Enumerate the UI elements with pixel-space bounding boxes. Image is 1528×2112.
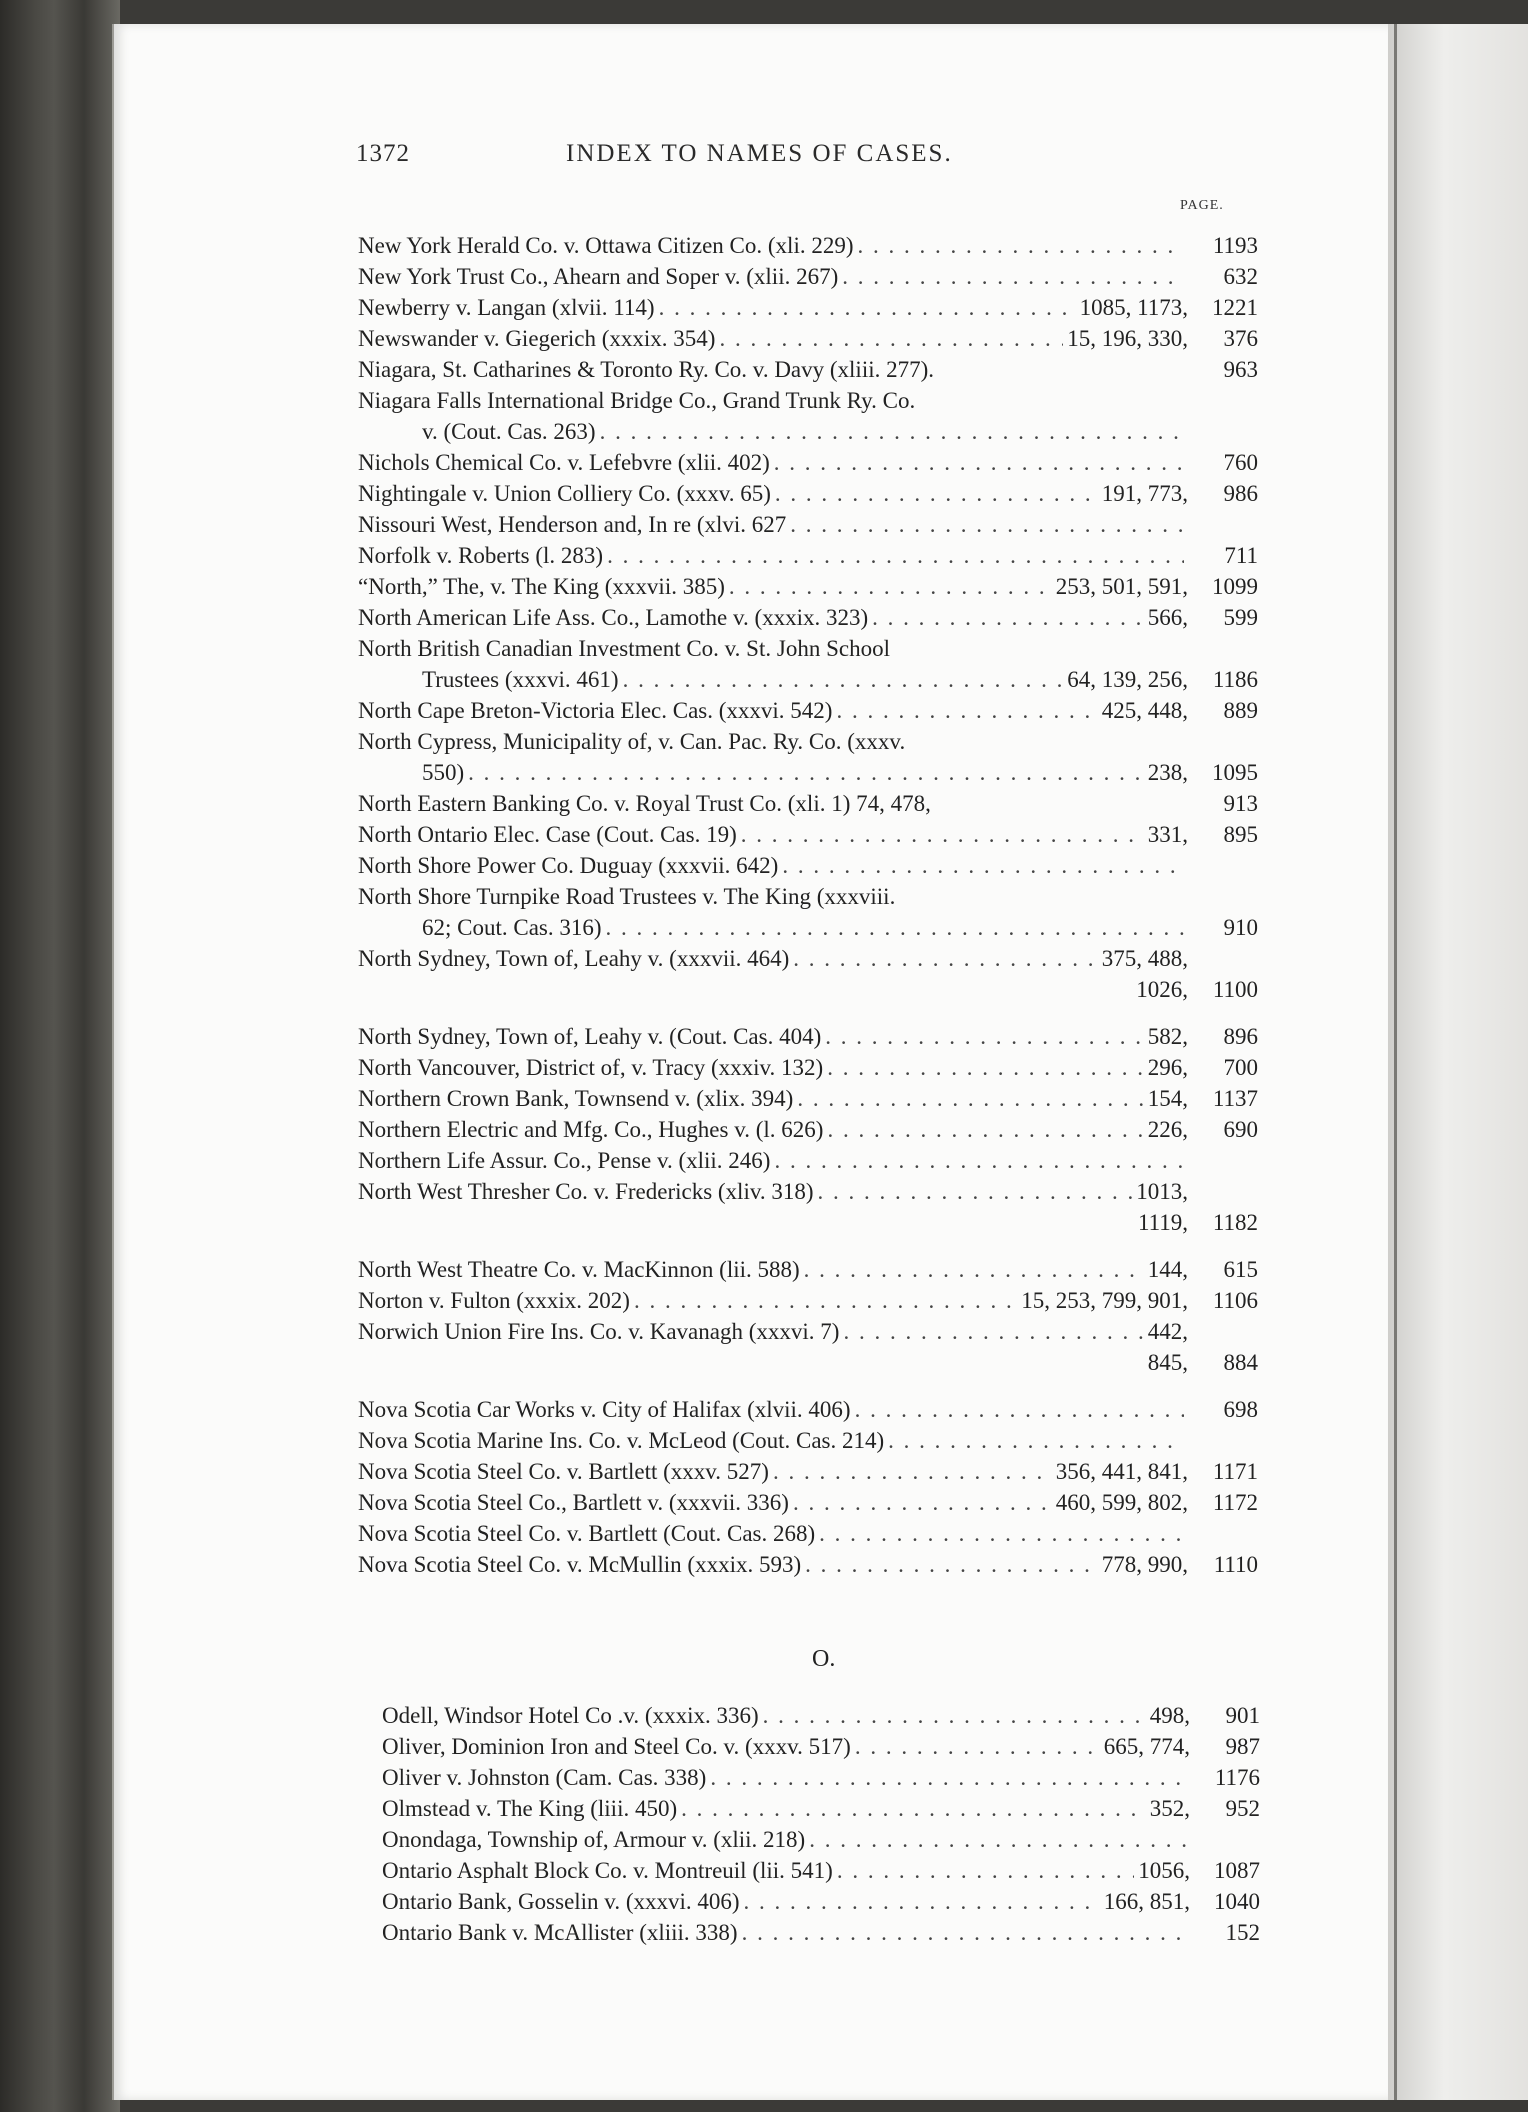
page-references: 442,	[1147, 1319, 1188, 1344]
dot-leader	[719, 323, 1063, 354]
index-entry	[358, 726, 1258, 757]
index-entry	[358, 354, 1258, 385]
case-name: North Eastern Banking Co. v. Royal Trust Co. (xli. 1) 74, 478,	[358, 791, 931, 816]
page-number-ref: 1110	[1213, 1552, 1258, 1577]
case-name: Nichols Chemical Co. v. Lefebvre (xlii. 402)	[358, 450, 770, 475]
page-references: 15, 253, 799, 901,	[1021, 1288, 1188, 1313]
dot-leader	[872, 602, 1144, 633]
page-title: INDEX TO NAMES OF CASES.	[566, 140, 953, 167]
case-name: North Sydney, Town of, Leahy v. (Cout. Cas. 404)	[358, 1024, 822, 1049]
case-name: Odell, Windsor Hotel Co .v. (xxxix. 336)	[382, 1703, 759, 1728]
case-name: Olmstead v. The King (liii. 450)	[382, 1796, 678, 1821]
page-references: 191, 773,	[1101, 481, 1188, 506]
page-number-ref: 615	[1223, 1257, 1258, 1282]
page-references: 226,	[1147, 1117, 1188, 1142]
case-name: Norwich Union Fire Ins. Co. v. Kavanagh (xxxvi. 7)	[358, 1319, 840, 1344]
dot-leader	[825, 1021, 1144, 1052]
index-entry	[358, 1145, 1258, 1176]
page-number-ref: 1099	[1212, 574, 1258, 599]
case-name: Northern Life Assur. Co., Pense v. (xlii. 246)	[358, 1148, 771, 1173]
page-references: 845,	[1147, 1350, 1188, 1375]
page-number-ref: 700	[1223, 1055, 1258, 1080]
dot-leader	[827, 1052, 1144, 1083]
case-name: Norton v. Fulton (xxxix. 202)	[358, 1288, 630, 1313]
index-list-n	[358, 230, 1258, 1580]
index-entry	[382, 1824, 1260, 1855]
dot-leader	[855, 1731, 1100, 1762]
case-name: Newberry v. Langan (xlvii. 114)	[358, 295, 655, 320]
dot-leader	[842, 261, 1184, 292]
index-entry	[358, 1549, 1258, 1580]
case-name: Niagara, St. Catharines & Toronto Ry. Co. v. Davy (xliii. 277).	[358, 357, 935, 382]
index-entry	[358, 1021, 1258, 1052]
dot-leader	[742, 1917, 1186, 1948]
next-page-edge	[1388, 24, 1528, 2100]
dot-leader	[843, 1316, 1143, 1347]
index-entry	[358, 1456, 1258, 1487]
case-name: Northern Electric and Mfg. Co., Hughes v. (l. 626)	[358, 1117, 824, 1142]
book-spine	[0, 0, 120, 2112]
case-name: Trustees (xxxvi. 461)	[422, 667, 619, 692]
page-number-ref: 1137	[1212, 1086, 1258, 1111]
case-name: North Sydney, Town of, Leahy v. (xxxvii. 464)	[358, 946, 790, 971]
page-number-ref: 884	[1223, 1350, 1258, 1375]
index-entry	[358, 1518, 1258, 1549]
index-entry	[358, 292, 1258, 323]
page-number-ref: 152	[1225, 1920, 1260, 1945]
index-entry	[358, 540, 1258, 571]
index-entry	[358, 571, 1258, 602]
page-references: 144,	[1147, 1257, 1188, 1282]
page-references: 460, 599, 802,	[1055, 1490, 1188, 1515]
index-entry	[358, 478, 1258, 509]
dot-leader	[607, 540, 1184, 571]
dot-leader	[681, 1793, 1146, 1824]
case-name: Onondaga, Township of, Armour v. (xlii. 218)	[382, 1827, 806, 1852]
page-number-ref: 698	[1223, 1397, 1258, 1422]
case-name: New York Trust Co., Ahearn and Soper v. (xlii. 267)	[358, 264, 839, 289]
case-name: Ontario Bank, Gosselin v. (xxxvi. 406)	[382, 1889, 740, 1914]
dot-leader	[836, 695, 1097, 726]
case-name: Nova Scotia Marine Ins. Co. v. McLeod (Cout. Cas. 214)	[358, 1428, 885, 1453]
case-name: Newswander v. Giegerich (xxxix. 354)	[358, 326, 716, 351]
page-references: 1085, 1173,	[1079, 295, 1188, 320]
case-name: North Vancouver, District of, v. Tracy (xxxiv. 132)	[358, 1055, 824, 1080]
page-number-ref: 1182	[1212, 1210, 1258, 1235]
page-number-ref: 1106	[1212, 1288, 1258, 1313]
case-name: North Cypress, Municipality of, v. Can. Pac. Ry. Co. (xxxv.	[358, 729, 906, 754]
page-number-ref: 1095	[1212, 760, 1258, 785]
page-references: 582,	[1147, 1024, 1188, 1049]
page-number-ref: 690	[1223, 1117, 1258, 1142]
index-entry	[358, 1207, 1258, 1238]
page-references: 253, 501, 591,	[1055, 574, 1188, 599]
page-number-ref: 910	[1223, 915, 1258, 940]
case-name: North Shore Power Co. Duguay (xxxvii. 642)	[358, 853, 779, 878]
dot-leader	[809, 1824, 1186, 1855]
index-entry	[358, 1394, 1258, 1425]
page-number-ref: 376	[1223, 326, 1258, 351]
page-references: 425, 448,	[1101, 698, 1188, 723]
page-number-ref: 986	[1223, 481, 1258, 506]
page-references: 64, 139, 256,	[1067, 667, 1188, 692]
page-references: 1056,	[1138, 1858, 1190, 1883]
index-list-o	[382, 1700, 1260, 1948]
page-number-ref: 963	[1223, 357, 1258, 382]
page-references: 1026,	[1136, 977, 1188, 1002]
index-entry	[358, 261, 1258, 292]
index-entry	[358, 323, 1258, 354]
case-name: v. (Cout. Cas. 263)	[422, 419, 596, 444]
index-entry	[382, 1731, 1260, 1762]
dot-leader	[793, 943, 1097, 974]
case-name: Niagara Falls International Bridge Co., Grand Trunk Ry. Co.	[358, 388, 916, 413]
dot-leader	[805, 1549, 1098, 1580]
page-references: 1119,	[1137, 1210, 1188, 1235]
index-entry	[358, 633, 1258, 664]
index-entry	[358, 1176, 1258, 1207]
page-number-ref: 901	[1225, 1703, 1260, 1728]
index-entry	[358, 664, 1258, 695]
index-entry	[358, 230, 1258, 261]
index-entry	[382, 1793, 1260, 1824]
case-name: Oliver v. Johnston (Cam. Cas. 338)	[382, 1765, 707, 1790]
case-name: North Shore Turnpike Road Trustees v. The King (xxxviii.	[358, 884, 896, 909]
dot-leader	[606, 912, 1184, 943]
dot-leader	[729, 571, 1052, 602]
case-name: Nova Scotia Steel Co., Bartlett v. (xxxvii. 336)	[358, 1490, 789, 1515]
index-entry	[382, 1700, 1260, 1731]
page-number-ref: 632	[1223, 264, 1258, 289]
index-entry	[358, 602, 1258, 633]
section-heading-o: O.	[812, 1646, 836, 1672]
index-entry	[358, 385, 1258, 416]
dot-leader	[827, 1114, 1143, 1145]
page-number-ref: 1176	[1214, 1765, 1260, 1790]
index-entry	[358, 1285, 1258, 1316]
case-name: North American Life Ass. Co., Lamothe v. (xxxix. 323)	[358, 605, 869, 630]
case-name: Nova Scotia Steel Co. v. Bartlett (xxxv. 527)	[358, 1459, 769, 1484]
case-name: North West Theatre Co. v. MacKinnon (lii. 588)	[358, 1257, 800, 1282]
index-entry	[358, 1487, 1258, 1518]
index-entry	[358, 850, 1258, 881]
case-name: North Ontario Elec. Case (Cout. Cas. 19)	[358, 822, 737, 847]
dot-leader	[837, 1855, 1134, 1886]
index-entry	[358, 1254, 1258, 1285]
index-entry	[358, 1347, 1258, 1378]
page-references: 296,	[1147, 1055, 1188, 1080]
dot-leader	[774, 1145, 1184, 1176]
index-entry	[382, 1886, 1260, 1917]
dot-leader	[797, 1083, 1143, 1114]
case-name: New York Herald Co. v. Ottawa Citizen Co. (xli. 229)	[358, 233, 854, 258]
dot-leader	[623, 664, 1064, 695]
entry-spacer	[358, 1238, 1258, 1254]
dot-leader	[659, 292, 1076, 323]
case-name: Oliver, Dominion Iron and Steel Co. v. (xxxv. 517)	[382, 1734, 851, 1759]
dot-leader	[793, 1487, 1052, 1518]
dot-leader	[634, 1285, 1017, 1316]
page-references: 166, 851,	[1103, 1889, 1190, 1914]
index-entry	[358, 695, 1258, 726]
page-number-ref: 913	[1223, 791, 1258, 816]
dot-leader	[858, 230, 1185, 261]
page-references: 238,	[1147, 760, 1188, 785]
dot-leader	[600, 416, 1184, 447]
page-number-ref: 760	[1223, 450, 1258, 475]
page-references: 778, 990,	[1101, 1552, 1188, 1577]
page-number-ref: 1087	[1214, 1858, 1260, 1883]
page-references: 356, 441, 841,	[1055, 1459, 1188, 1484]
page-number-ref: 895	[1223, 822, 1258, 847]
index-entry	[358, 912, 1258, 943]
dot-leader	[775, 478, 1098, 509]
dot-leader	[763, 1700, 1146, 1731]
case-name: Nova Scotia Car Works v. City of Halifax (xlvii. 406)	[358, 1397, 851, 1422]
index-entry	[358, 788, 1258, 819]
case-name: Nightingale v. Union Colliery Co. (xxxv. 65)	[358, 481, 771, 506]
page-references: 1013,	[1136, 1179, 1188, 1204]
case-name: Nissouri West, Henderson and, In re (xlvi. 627	[358, 512, 787, 537]
index-entry	[358, 819, 1258, 850]
index-entry	[358, 757, 1258, 788]
entry-spacer	[358, 1005, 1258, 1021]
page-number: 1372	[356, 140, 410, 167]
index-entry	[358, 1425, 1258, 1456]
dot-leader	[710, 1762, 1186, 1793]
dot-leader	[782, 850, 1184, 881]
case-name: Nova Scotia Steel Co. v. Bartlett (Cout. Cas. 268)	[358, 1521, 816, 1546]
case-name: Norfolk v. Roberts (l. 283)	[358, 543, 604, 568]
index-entry	[358, 447, 1258, 478]
dot-leader	[468, 757, 1144, 788]
dot-leader	[804, 1254, 1144, 1285]
page-references: 352,	[1149, 1796, 1190, 1821]
case-name: Ontario Bank v. McAllister (xliii. 338)	[382, 1920, 738, 1945]
dot-leader	[818, 1176, 1133, 1207]
page-column-label: PAGE.	[1180, 198, 1224, 213]
dot-leader	[741, 819, 1144, 850]
index-entry	[358, 416, 1258, 447]
page-number-ref: 1186	[1212, 667, 1258, 692]
index-entry	[382, 1762, 1260, 1793]
page-number-ref: 1040	[1214, 1889, 1260, 1914]
entry-spacer	[358, 1378, 1258, 1394]
page-references: 331,	[1147, 822, 1188, 847]
dot-leader	[790, 509, 1184, 540]
page-number-ref: 711	[1224, 543, 1258, 568]
case-name: Ontario Asphalt Block Co. v. Montreuil (lii. 541)	[382, 1858, 833, 1883]
index-entry	[358, 1052, 1258, 1083]
dot-leader	[773, 1456, 1052, 1487]
dot-leader	[744, 1886, 1100, 1917]
case-name: 62; Cout. Cas. 316)	[422, 915, 602, 940]
page-references: 375, 488,	[1101, 946, 1188, 971]
dot-leader	[888, 1425, 1184, 1456]
page-number-ref: 987	[1225, 1734, 1260, 1759]
index-entry	[358, 974, 1258, 1005]
page-number-ref: 1171	[1212, 1459, 1258, 1484]
running-head	[356, 140, 1256, 180]
index-entry	[382, 1917, 1260, 1948]
page-number-ref: 889	[1223, 698, 1258, 723]
case-name: North West Thresher Co. v. Fredericks (xliv. 318)	[358, 1179, 814, 1204]
page-number-ref: 1193	[1212, 233, 1258, 258]
page-references: 154,	[1147, 1086, 1188, 1111]
index-entry	[358, 1083, 1258, 1114]
index-entry	[358, 1114, 1258, 1145]
index-entry	[358, 943, 1258, 974]
page-number-ref: 599	[1223, 605, 1258, 630]
dot-leader	[819, 1518, 1184, 1549]
index-entry	[358, 1316, 1258, 1347]
case-name: North British Canadian Investment Co. v. St. John School	[358, 636, 890, 661]
dot-leader	[855, 1394, 1184, 1425]
page-references: 15, 196, 330,	[1067, 326, 1188, 351]
page-references: 566,	[1147, 605, 1188, 630]
page-references: 665, 774,	[1103, 1734, 1190, 1759]
page-number-ref: 1172	[1212, 1490, 1258, 1515]
index-entry	[358, 881, 1258, 912]
case-name: 550)	[422, 760, 465, 785]
case-name: Nova Scotia Steel Co. v. McMullin (xxxix. 593)	[358, 1552, 802, 1577]
page-number-ref: 1221	[1212, 295, 1258, 320]
page-number-ref: 1100	[1212, 977, 1258, 1002]
index-entry	[382, 1855, 1260, 1886]
page-number-ref: 952	[1225, 1796, 1260, 1821]
case-name: Northern Crown Bank, Townsend v. (xlix. 394)	[358, 1086, 794, 1111]
case-name: “North,” The, v. The King (xxxvii. 385)	[358, 574, 725, 599]
page-references: 498,	[1149, 1703, 1190, 1728]
page-number-ref: 896	[1223, 1024, 1258, 1049]
case-name: North Cape Breton-Victoria Elec. Cas. (xxxvi. 542)	[358, 698, 833, 723]
dot-leader	[774, 447, 1184, 478]
index-entry	[358, 509, 1258, 540]
